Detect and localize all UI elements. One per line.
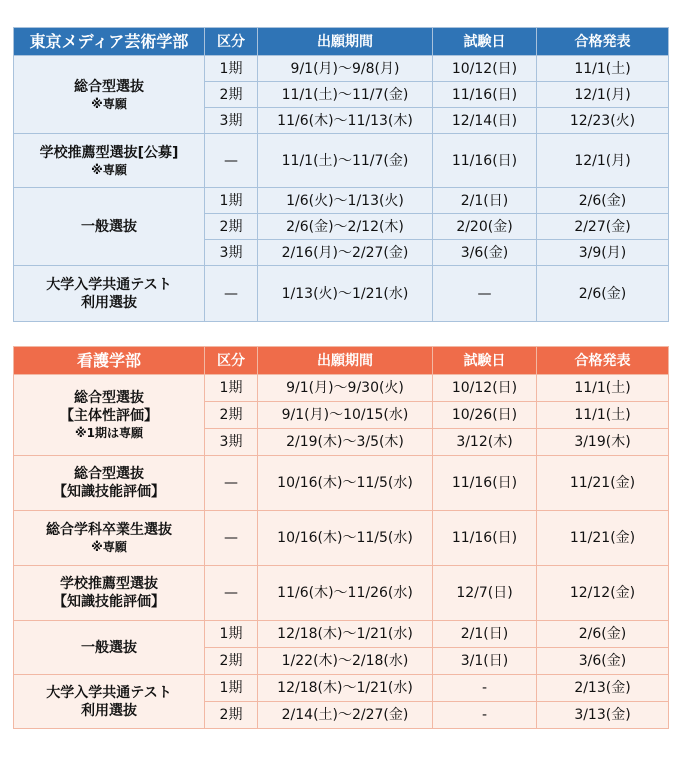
column-header: 合格発表 — [537, 28, 669, 56]
term-cell: 2期 — [205, 648, 258, 675]
exam-date-cell: - — [433, 702, 537, 729]
application-period-cell: 11/6(木)〜11/13(木) — [258, 108, 433, 134]
exam-date-cell: 12/14(日) — [433, 108, 537, 134]
result-date-cell: 12/1(月) — [537, 134, 669, 188]
term-cell: 1期 — [205, 375, 258, 402]
term-cell: 2期 — [205, 214, 258, 240]
header-row — [14, 28, 669, 56]
selection-name-line: 総合型選抜 — [74, 78, 144, 95]
term-cell: 2期 — [205, 402, 258, 429]
column-header: 合格発表 — [537, 347, 669, 375]
table-body — [14, 56, 669, 322]
media-arts-schedule-table — [13, 27, 669, 322]
exam-date-cell: 11/16(日) — [433, 456, 537, 511]
selection-note: ※専願 — [91, 162, 127, 177]
result-date-cell: 11/1(土) — [537, 56, 669, 82]
application-period-cell: 9/1(月)〜10/15(水) — [258, 402, 433, 429]
term-cell: 1期 — [205, 56, 258, 82]
selection-name-line: 利用選抜 — [81, 294, 137, 311]
exam-date-cell: - — [433, 675, 537, 702]
header-row — [14, 347, 669, 375]
result-date-cell: 11/1(土) — [537, 375, 669, 402]
table-row — [14, 266, 669, 322]
application-period-cell: 11/1(土)〜11/7(金) — [258, 134, 433, 188]
table-row — [14, 566, 669, 621]
exam-date-cell: 2/1(日) — [433, 621, 537, 648]
result-date-cell: 12/23(火) — [537, 108, 669, 134]
application-period-cell: 2/14(土)〜2/27(金) — [258, 702, 433, 729]
table-header — [14, 28, 669, 56]
result-date-cell: 11/21(金) — [537, 511, 669, 566]
result-date-cell: 2/6(金) — [537, 266, 669, 322]
result-date-cell: 12/1(月) — [537, 82, 669, 108]
term-cell: 1期 — [205, 621, 258, 648]
table-row — [14, 375, 669, 402]
department-title: 看護学部 — [14, 347, 205, 375]
table-row — [14, 188, 669, 214]
selection-type-cell — [14, 511, 205, 566]
application-period-cell: 2/19(木)〜3/5(木) — [258, 429, 433, 456]
selection-type-cell — [14, 375, 205, 456]
exam-date-cell: 11/16(日) — [433, 82, 537, 108]
selection-name-line: 総合型選抜 — [74, 390, 144, 406]
selection-type-cell — [14, 566, 205, 621]
term-cell: 1期 — [205, 675, 258, 702]
term-cell: — — [205, 566, 258, 621]
application-period-cell: 10/16(木)〜11/5(水) — [258, 511, 433, 566]
exam-date-cell: 2/20(金) — [433, 214, 537, 240]
result-date-cell: 2/13(金) — [537, 675, 669, 702]
table-row — [14, 56, 669, 82]
table-header — [14, 347, 669, 375]
application-period-cell: 12/18(木)〜1/21(水) — [258, 621, 433, 648]
selection-type-cell — [14, 456, 205, 511]
application-period-cell: 1/13(火)〜1/21(水) — [258, 266, 433, 322]
exam-date-cell: 10/12(日) — [433, 56, 537, 82]
selection-name-line: 学校推薦型選抜 — [60, 576, 158, 592]
exam-date-cell: 11/16(日) — [433, 511, 537, 566]
column-header: 出願期間 — [258, 28, 433, 56]
selection-note: ※1期は専願 — [74, 426, 144, 440]
exam-date-cell: 3/6(金) — [433, 240, 537, 266]
table-body — [14, 375, 669, 729]
application-period-cell: 1/6(火)〜1/13(火) — [258, 188, 433, 214]
column-header: 試験日 — [433, 347, 537, 375]
selection-name-line: 総合学科卒業生選抜 — [46, 522, 172, 538]
selection-type-cell — [14, 188, 205, 266]
application-period-cell: 1/22(木)〜2/18(水) — [258, 648, 433, 675]
result-date-cell: 2/27(金) — [537, 214, 669, 240]
exam-date-cell: 3/12(木) — [433, 429, 537, 456]
table-row — [14, 134, 669, 188]
table-row — [14, 511, 669, 566]
result-date-cell: 3/6(金) — [537, 648, 669, 675]
selection-type-cell — [14, 621, 205, 675]
term-cell: — — [205, 511, 258, 566]
nursing-schedule-table — [13, 346, 669, 729]
selection-type-cell — [14, 266, 205, 322]
term-cell: 2期 — [205, 702, 258, 729]
exam-date-cell: 12/7(日) — [433, 566, 537, 621]
result-date-cell: 2/6(金) — [537, 621, 669, 648]
selection-name-line: 大学入学共通テスト — [46, 276, 172, 293]
result-date-cell: 12/12(金) — [537, 566, 669, 621]
term-cell: — — [205, 266, 258, 322]
application-period-cell: 11/1(土)〜11/7(金) — [258, 82, 433, 108]
application-period-cell: 11/6(木)〜11/26(水) — [258, 566, 433, 621]
term-cell: — — [205, 456, 258, 511]
term-cell: 2期 — [205, 82, 258, 108]
exam-date-cell: 2/1(日) — [433, 188, 537, 214]
result-date-cell: 2/6(金) — [537, 188, 669, 214]
result-date-cell: 3/9(月) — [537, 240, 669, 266]
selection-name-line: 【主体性評価】 — [60, 408, 158, 424]
application-period-cell: 2/16(月)〜2/27(金) — [258, 240, 433, 266]
result-date-cell: 11/1(土) — [537, 402, 669, 429]
term-cell: 1期 — [205, 188, 258, 214]
application-period-cell: 9/1(月)〜9/30(火) — [258, 375, 433, 402]
term-cell: 3期 — [205, 429, 258, 456]
application-period-cell: 12/18(木)〜1/21(水) — [258, 675, 433, 702]
selection-name-line: 大学入学共通テスト — [46, 684, 172, 701]
table-row — [14, 456, 669, 511]
selection-name-line: 一般選抜 — [81, 639, 137, 656]
application-period-cell: 9/1(月)〜9/8(月) — [258, 56, 433, 82]
term-cell: 3期 — [205, 240, 258, 266]
column-header: 区分 — [205, 28, 258, 56]
exam-date-cell: — — [433, 266, 537, 322]
selection-note: ※専願 — [91, 540, 127, 554]
exam-date-cell: 11/16(日) — [433, 134, 537, 188]
result-date-cell: 3/13(金) — [537, 702, 669, 729]
selection-type-cell — [14, 56, 205, 134]
selection-name-line: 利用選抜 — [81, 702, 137, 719]
exam-date-cell: 3/1(日) — [433, 648, 537, 675]
result-date-cell: 3/19(木) — [537, 429, 669, 456]
result-date-cell: 11/21(金) — [537, 456, 669, 511]
selection-name-line: 学校推薦型選抜[公募] — [39, 144, 179, 161]
selection-name-line: 【知識技能評価】 — [53, 484, 165, 500]
column-header: 出願期間 — [258, 347, 433, 375]
application-period-cell: 10/16(木)〜11/5(水) — [258, 456, 433, 511]
application-period-cell: 2/6(金)〜2/12(木) — [258, 214, 433, 240]
column-header: 区分 — [205, 347, 258, 375]
selection-name-line: 総合型選抜 — [74, 466, 144, 482]
term-cell: 3期 — [205, 108, 258, 134]
table-row — [14, 675, 669, 702]
exam-date-cell: 10/12(日) — [433, 375, 537, 402]
selection-type-cell — [14, 675, 205, 729]
table-row — [14, 621, 669, 648]
exam-date-cell: 10/26(日) — [433, 402, 537, 429]
department-title: 東京メディア芸術学部 — [14, 28, 205, 56]
selection-type-cell — [14, 134, 205, 188]
selection-name-line: 【知識技能評価】 — [53, 594, 165, 610]
selection-name-line: 一般選抜 — [81, 218, 137, 235]
term-cell: — — [205, 134, 258, 188]
column-header: 試験日 — [433, 28, 537, 56]
selection-note: ※専願 — [91, 96, 127, 111]
